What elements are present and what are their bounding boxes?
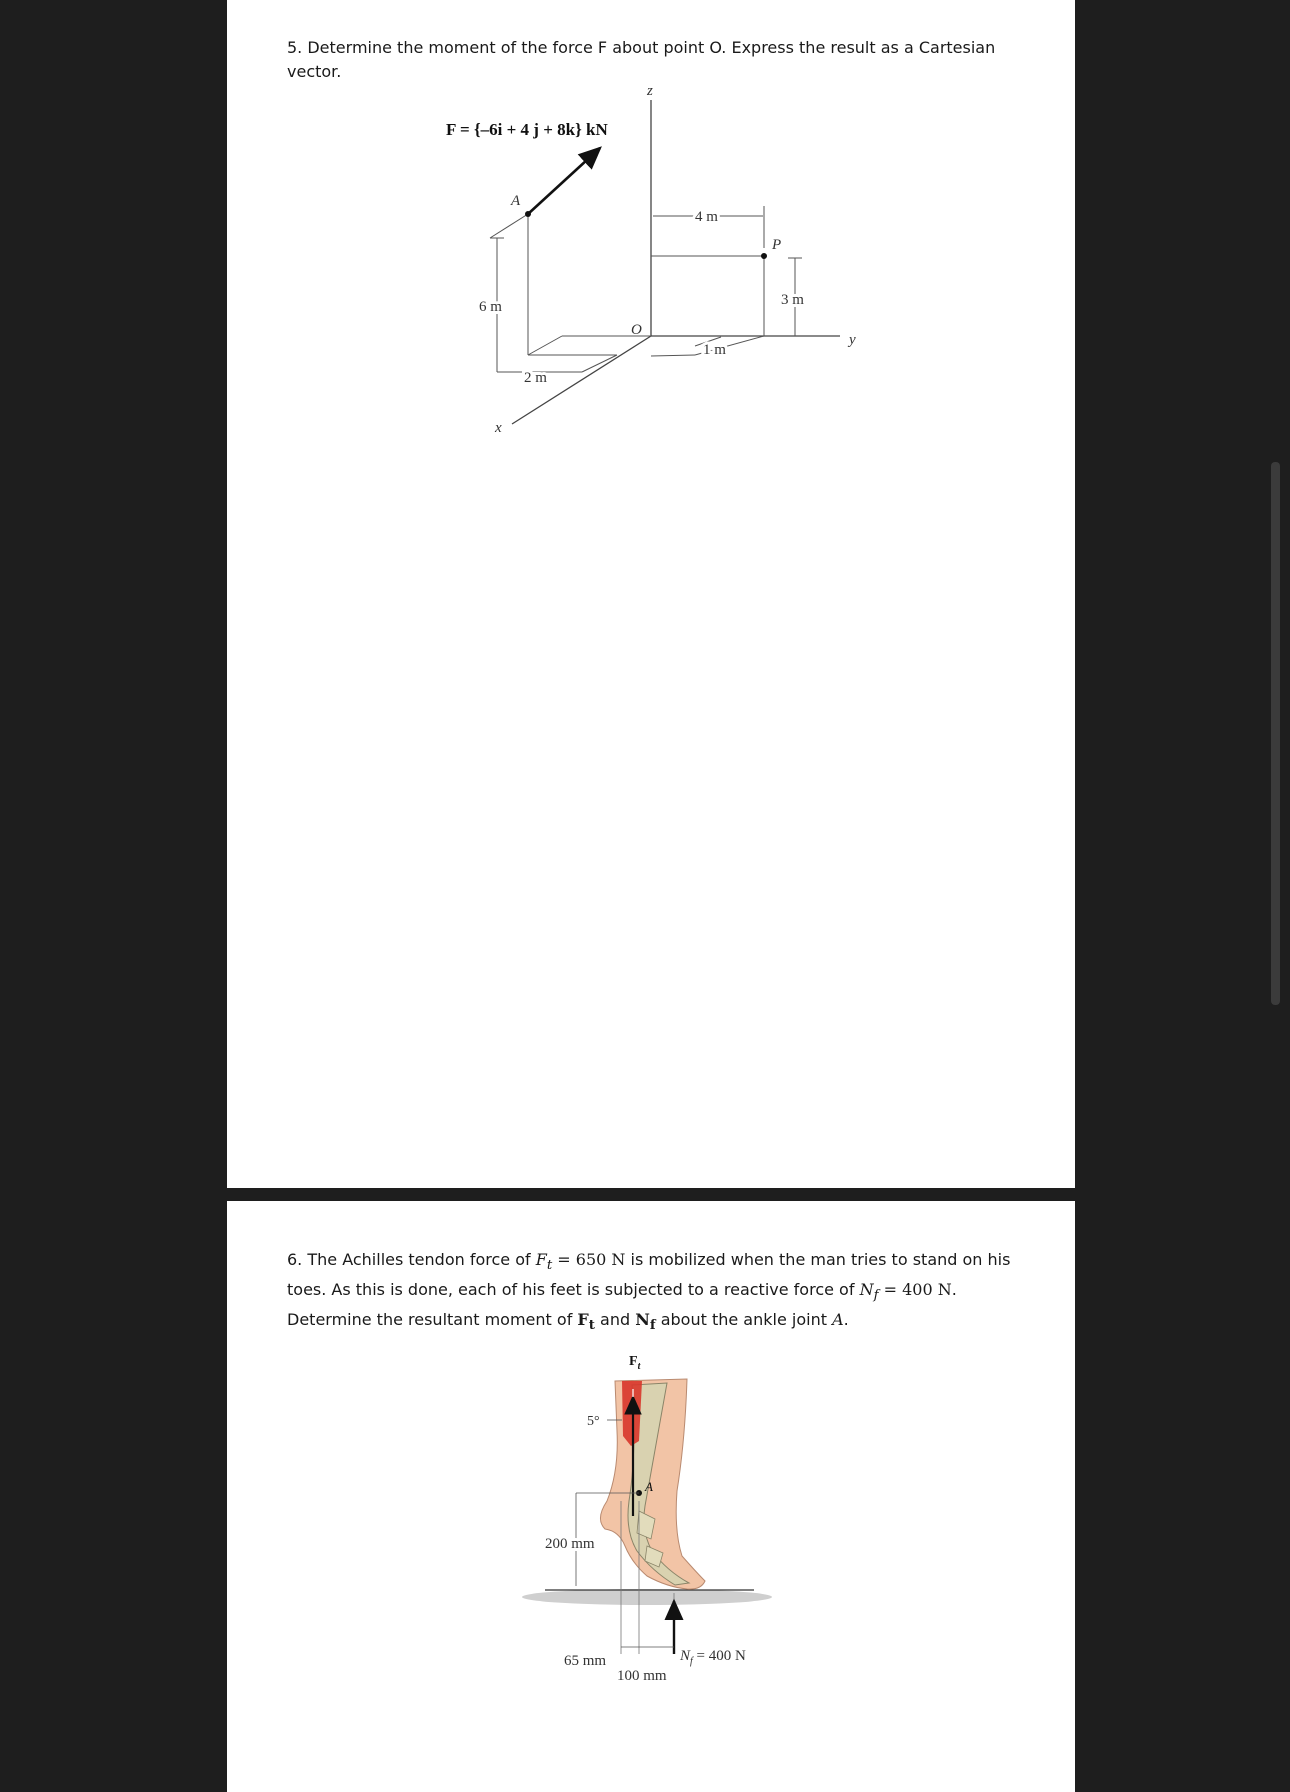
dim-65mm: 65 mm [564,1653,607,1669]
dim-6m: 6 m [479,299,502,315]
dim-3m: 3 m [781,292,804,308]
problem-6-text: 6. The Achilles tendon force of $F_t = 650$ N is mobilized when the man tries to stand on his toes. As this is done, each of his feet is subjected to a reactive force of $N_f = 400$ N. Determine the resultant moment of $F_t$ and $N_f$ about the ankle joint A. [287,1250,1011,1334]
y-label: y [849,332,856,348]
x-label: x [495,420,502,436]
label-Nf: $N_f = 400$ N [680,1648,746,1667]
document-page-1 [227,0,1075,1188]
dim-2m: 2 m [524,370,547,386]
dim-4m: 4 m [695,209,718,225]
label-A-ankle: A [645,1479,653,1494]
problem-5-figure [227,0,1075,436]
point-P [761,253,767,259]
document-page-2 [227,1201,1075,1792]
dim-1m: 1 m [703,342,726,358]
dim-200mm: 200 mm [545,1536,595,1552]
label-A: A [511,193,521,209]
label-P: P [772,237,782,253]
force-label: F = {–6i + 4 j + 8k} kN [446,120,608,139]
dim-100mm: 100 mm [617,1668,667,1684]
scrollbar-thumb[interactable] [1271,462,1280,1005]
problem-6-figure [227,1201,1075,1792]
label-Ft: $F_t$ [629,1354,641,1372]
label-angle: 5° [587,1414,600,1429]
z-label: z [647,83,653,99]
force-arrow [528,148,600,214]
origin-label: O [631,322,642,338]
problem-5-text: 5. Determine the moment of the force F about point O. Express the result as a Cartesian vector. [287,38,996,81]
